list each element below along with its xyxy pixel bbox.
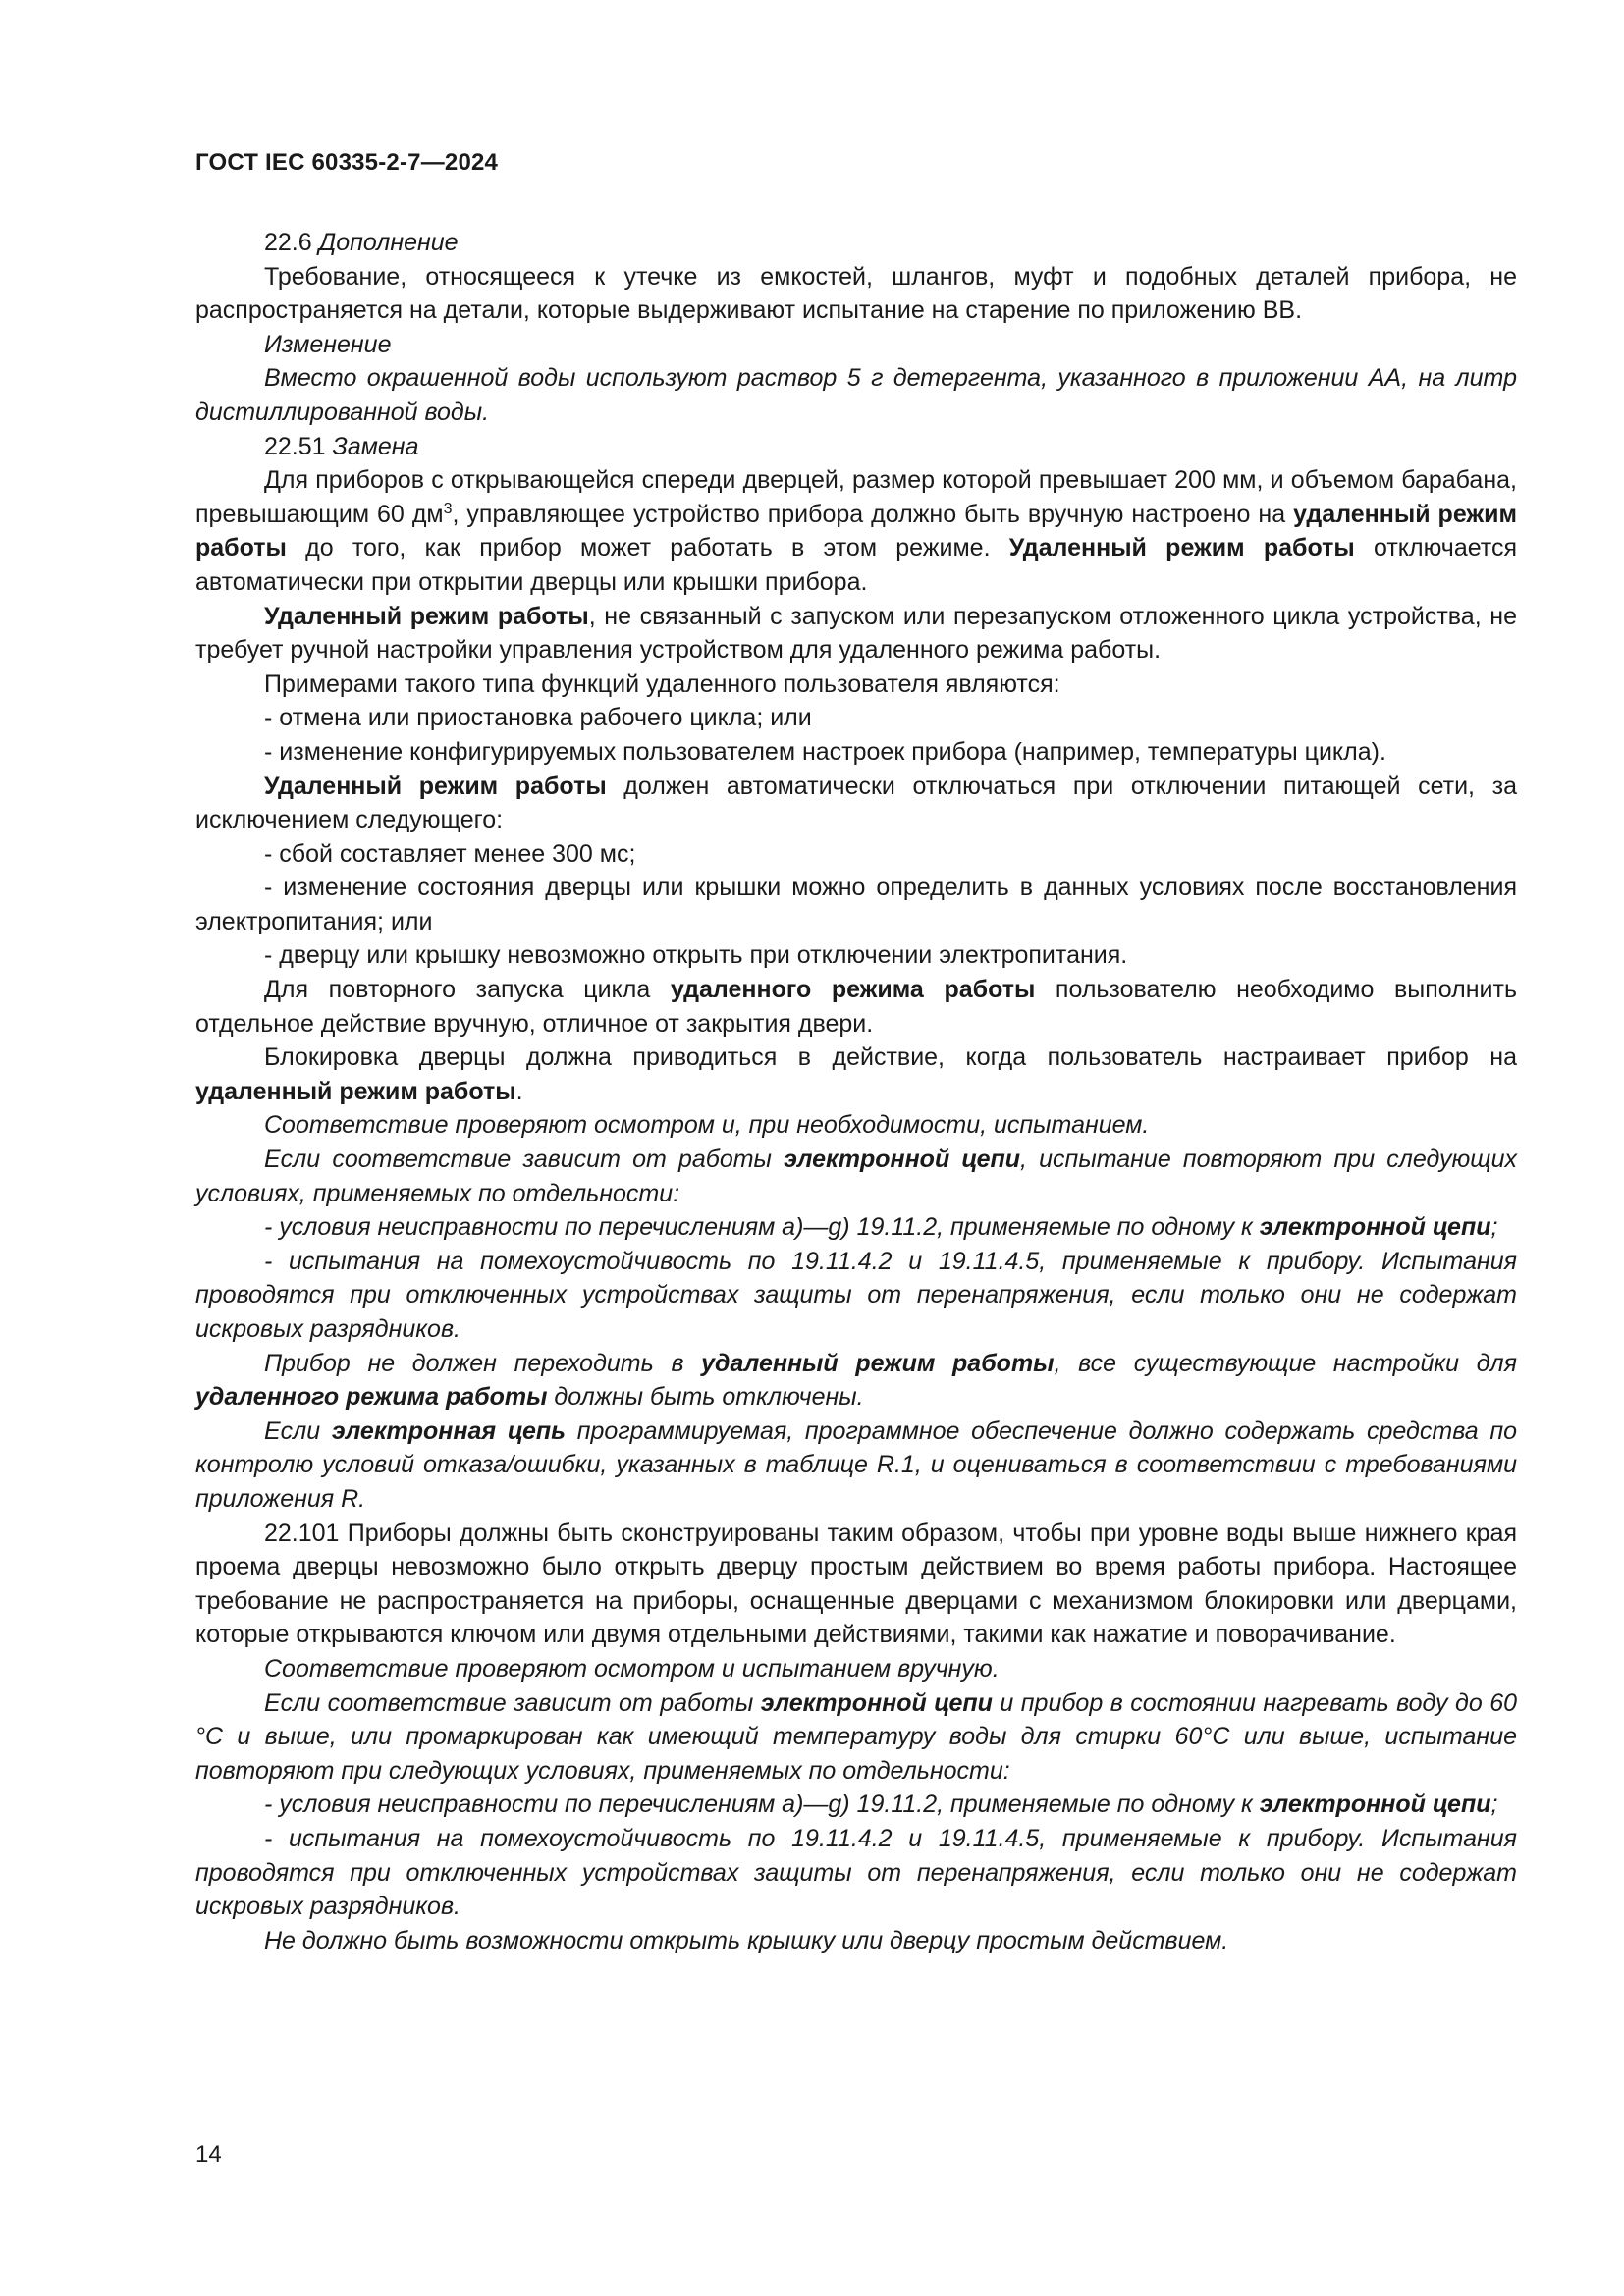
compliance-text: Соответствие проверяют осмотром и, при необходимости, испытанием.	[264, 1111, 1150, 1140]
paragraph: Удаленный режим работы должен автоматически отключаться при отключении питающей сети, за исключением следующего:	[195, 772, 1517, 834]
clause-heading: Дополнение	[318, 229, 459, 256]
defined-term: удаленный режим работы	[701, 1349, 1055, 1377]
defined-term: электронной цепи	[1259, 1790, 1491, 1819]
document-body	[195, 226, 1517, 1957]
defined-term: электронной цепи	[1259, 1213, 1491, 1242]
defined-term: электронной цепи	[784, 1146, 1021, 1174]
list-item: - дверцу или крышку невозможно открыть при отключении электропитания.	[264, 941, 1128, 970]
list-item: - изменение конфигурируемых пользователем настроек прибора (например, температуры цикла).	[264, 737, 1386, 766]
superscript: 3	[443, 500, 453, 517]
list-item: - испытания на помехоустойчивость по 19.11.4.2 и 19.11.4.5, применяемые к прибору. Испытания проводятся при отключенных устройствах защиты от перенапряжения, если только они не содержат искровых разрядников.	[195, 1247, 1517, 1343]
compliance-text: Прибор не должен переходить в удаленный режим работы, все существующие настройки для удаленного режима работы должны быть отключены.	[195, 1349, 1517, 1412]
clause-number: 22.101	[264, 1519, 340, 1547]
paragraph: Вместо окрашенной воды используют раствор 5 г детергента, указанного в приложении АА, на литр дистиллированной воды.	[195, 364, 1517, 426]
modification-heading: Изменение	[264, 330, 392, 358]
defined-term: электронная цепь	[331, 1416, 567, 1445]
defined-term: Удаленный режим работы	[264, 772, 607, 800]
clause-22-51-heading	[195, 430, 1517, 464]
clause-heading: Замена	[332, 432, 419, 460]
clause-number: 22.51	[264, 432, 326, 460]
paragraph: Примерами такого типа функций удаленного пользователя являются:	[264, 669, 1060, 698]
defined-term: удаленного режима работы	[670, 976, 1036, 1004]
list-item: - сбой составляет менее 300 мс;	[264, 839, 636, 868]
list-item: - отмена или приостановка рабочего цикла; или	[264, 704, 812, 732]
list-item: - изменение состояния дверцы или крышки можно определить в данных условиях после восстановления электропитания; или	[195, 874, 1517, 935]
page-number: 14	[195, 2141, 222, 2167]
defined-term: электронной цепи	[760, 1688, 993, 1717]
defined-term: удаленный режим работы	[195, 500, 1517, 562]
paragraph: Блокировка дверцы должна приводиться в действие, когда пользователь настраивает прибор на удаленный режим работы.	[195, 1043, 1517, 1105]
paragraph: Требование, относящееся к утечке из емкостей, шлангов, муфт и подобных деталей прибора, не распространяется на детали, которые выдерживают испытание на старение по приложению ВВ.	[195, 262, 1517, 325]
list-item: - условия неисправности по перечислениям а)—g) 19.11.2, применяемые по одному к электронной цепи;	[264, 1790, 1498, 1819]
compliance-text: Если соответствие зависит от работы электронной цепи и прибор в состоянии нагревать воду до 60 °С и выше, или промаркирован как имеющий температуру воды для стирки 60°С или выше, испытание повторяют при следующих условиях, применяемых по отдельности:	[195, 1688, 1518, 1785]
list-item: - условия неисправности по перечислениям а)—g) 19.11.2, применяемые по одному к электронной цепи;	[264, 1213, 1498, 1242]
paragraph: Для повторного запуска цикла удаленного режима работы пользователю необходимо выполнить отдельное действие вручную, отличное от закрытия двери.	[195, 976, 1517, 1038]
clause-22-6-heading	[195, 226, 1517, 260]
compliance-text: Не должно быть возможности открыть крышку или дверцу простым действием.	[264, 1926, 1229, 1954]
paragraph: Для приборов с открывающейся спереди дверцей, размер которой превышает 200 мм, и объемом барабана, превышающим 60 $дм^3$, управляющее устройство прибора должно быть вручную настроено на удаленный режим работы до того, как прибор может работать в этом режиме. Удаленный режим работы отключается автоматически при открытии дверцы или крышки прибора.	[195, 466, 1518, 596]
list-item: - испытания на помехоустойчивость по 19.11.4.2 и 19.11.4.5, применяемые к прибору. Испытания проводятся при отключенных устройствах защиты от перенапряжения, если только они не содержат искровых разрядников.	[195, 1824, 1517, 1921]
defined-term: удаленный режим работы	[195, 1077, 516, 1105]
document-header: ГОСТ IEC 60335-2-7—2024	[195, 149, 499, 176]
compliance-text: Соответствие проверяют осмотром и испытанием вручную.	[264, 1654, 1000, 1682]
paragraph: Удаленный режим работы, не связанный с запуском или перезапуском отложенного цикла устройства, не требует ручной настройки управления устройством для удаленного режима работы.	[195, 602, 1517, 665]
defined-term: Удаленный режим работы	[1008, 534, 1355, 562]
defined-term: Удаленный режим работы	[264, 602, 589, 630]
compliance-text: Если соответствие зависит от работы электронной цепи, испытание повторяют при следующих условиях, применяемых по отдельности:	[195, 1146, 1517, 1207]
compliance-text: Если электронная цепь программируемая, программное обеспечение должно содержать средства по контролю условий отказа/ошибки, указанных в таблице R.1, и оцениваться в соответствии с требованиями приложения R.	[195, 1416, 1517, 1513]
clause-22-101: 22.101 Приборы должны быть сконструированы таким образом, чтобы при уровне воды выше нижнего края проема дверцы невозможно было открыть дверцу простым действием во время работы прибора. Настоящее требование не распространяется на приборы, оснащенные дверцами с механизмом блокировки или дверцами, которые открываются ключом или двумя отдельными действиями, такими как нажатие и поворачивание.	[195, 1519, 1517, 1649]
defined-term: удаленного режима работы	[195, 1383, 548, 1412]
clause-number: 22.6	[264, 229, 312, 256]
